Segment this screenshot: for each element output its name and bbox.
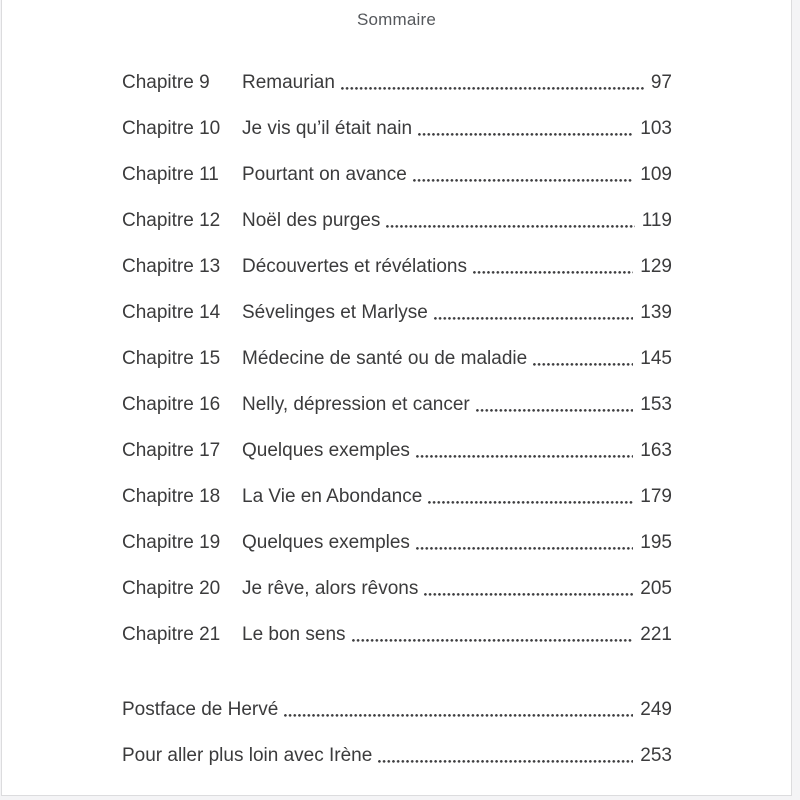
toc-entry[interactable]: [122, 336, 672, 382]
dot-leader: [476, 382, 634, 428]
dot-leader: [284, 687, 633, 733]
chapter-title: Pour aller plus loin avec Irène: [122, 745, 373, 766]
chapter-label: Chapitre 14: [122, 302, 221, 323]
chapter-label: Chapitre 21: [122, 624, 221, 645]
toc-entry[interactable]: [122, 244, 672, 290]
page-number: 195: [640, 532, 672, 553]
chapter-title: Quelques exemples: [242, 532, 410, 553]
dot-leader: [418, 106, 633, 152]
toc-entry[interactable]: [122, 520, 672, 566]
page-number: 139: [640, 302, 672, 323]
page-number: 103: [640, 118, 672, 139]
chapter-title: La Vie en Abondance: [242, 486, 423, 507]
chapter-label: Chapitre 11: [122, 164, 219, 185]
chapter-title: Nelly, dépression et cancer: [242, 394, 470, 415]
toc-entry[interactable]: [122, 687, 672, 733]
page-number: 163: [640, 440, 672, 461]
chapter-title: Pourtant on avance: [242, 164, 407, 185]
toc-entry[interactable]: [122, 290, 672, 336]
page-number: 205: [640, 578, 672, 599]
chapter-title: Le bon sens: [242, 624, 346, 645]
toc-entry[interactable]: [122, 733, 672, 779]
page-number: 109: [640, 164, 672, 185]
chapter-label: Chapitre 18: [122, 486, 221, 507]
chapter-title: Postface de Hervé: [122, 699, 279, 720]
book-page: [1, 0, 792, 796]
toc-entry[interactable]: [122, 428, 672, 474]
page-number: 145: [640, 348, 672, 369]
page-number: 221: [640, 624, 672, 645]
toc-entry[interactable]: [122, 566, 672, 612]
toc-entry[interactable]: [122, 106, 672, 152]
chapter-label: Chapitre 13: [122, 256, 221, 277]
chapter-label: Chapitre 16: [122, 394, 221, 415]
chapter-title: Noël des purges: [242, 210, 381, 231]
chapter-title: Découvertes et révélations: [242, 256, 467, 277]
chapter-title: Médecine de santé ou de maladie: [242, 348, 528, 369]
dot-leader: [386, 198, 634, 244]
chapter-label: Chapitre 15: [122, 348, 221, 369]
page-number: 179: [640, 486, 672, 507]
toc-entry[interactable]: [122, 198, 672, 244]
dot-leader: [352, 612, 634, 658]
chapter-label: Chapitre 10: [122, 118, 221, 139]
toc-entry[interactable]: [122, 382, 672, 428]
chapter-label: Chapitre 9: [122, 72, 210, 93]
chapter-title: Sévelinges et Marlyse: [242, 302, 428, 323]
dot-leader: [533, 336, 633, 382]
dot-leader: [428, 474, 633, 520]
page-number: 97: [650, 72, 672, 93]
toc-entry[interactable]: [122, 152, 672, 198]
dot-leader: [416, 428, 633, 474]
toc-list: [2, 41, 791, 779]
dot-leader: [473, 244, 633, 290]
chapter-title: Quelques exemples: [242, 440, 410, 461]
page-number: 153: [640, 394, 672, 415]
toc-section-gap: [122, 658, 672, 687]
dot-leader: [413, 152, 634, 198]
reader-header: [2, 0, 791, 41]
dot-leader: [378, 733, 633, 779]
chapter-label: Chapitre 20: [122, 578, 221, 599]
page-number: 253: [640, 745, 672, 766]
chapter-title: Remaurian: [242, 72, 335, 93]
dot-leader: [416, 520, 633, 566]
toc-entry[interactable]: [122, 612, 672, 658]
chapter-title: Je vis qu’il était nain: [242, 118, 413, 139]
page-number: 119: [641, 210, 672, 231]
dot-leader: [341, 60, 644, 106]
page-number: 129: [640, 256, 672, 277]
toc-entry[interactable]: [122, 60, 672, 106]
page-title: Sommaire: [356, 10, 437, 29]
page-number: 249: [640, 699, 672, 720]
chapter-title: Je rêve, alors rêvons: [242, 578, 419, 599]
chapter-label: Chapitre 19: [122, 532, 221, 553]
toc-entry[interactable]: [122, 474, 672, 520]
dot-leader: [424, 566, 633, 612]
chapter-label: Chapitre 12: [122, 210, 221, 231]
chapter-label: Chapitre 17: [122, 440, 221, 461]
dot-leader: [434, 290, 633, 336]
